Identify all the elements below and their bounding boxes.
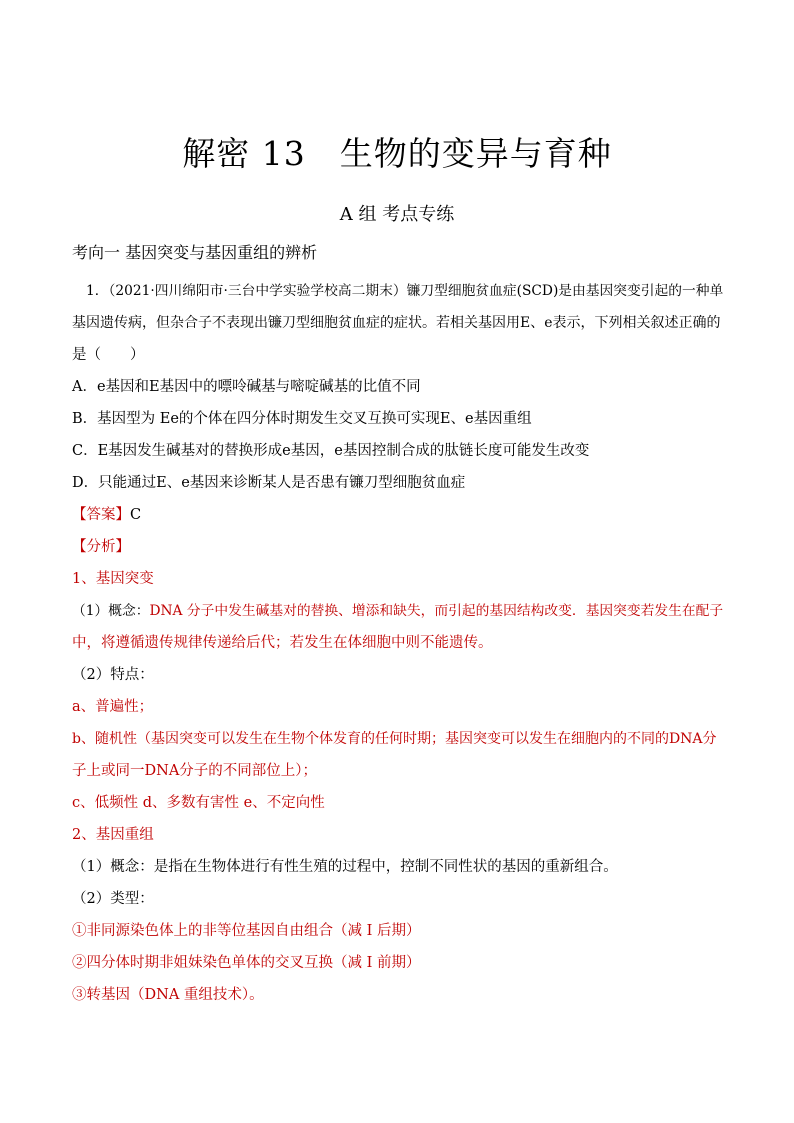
- analysis-label: 【分析】: [72, 539, 130, 555]
- option-b: B．基因型为 Ee的个体在四分体时期发生交叉互换可实现E、e基因重组: [72, 411, 532, 427]
- section-heading: 考向一 基因突变与基因重组的辨析: [72, 243, 318, 262]
- recombination-type-3: ③转基因（DNA 重组技术）。: [72, 987, 264, 1003]
- recombination-concept-line: [72, 857, 618, 877]
- mutation-concept-line-2: 中，将遵循遗传规律传递给后代；若发生在体细胞中则不能遗传。: [72, 635, 493, 651]
- question-stem-line-2: 基因遗传病，但杂合子不表现出镰刀型细胞贫血症的症状。若相关基因用E、e表示，下列相关叙述正确的: [72, 315, 721, 331]
- page-title: 解密 13 生物的变异与育种: [182, 134, 612, 173]
- feature-b-line-2: 子上或同一DNA分子的不同部位上）；: [72, 763, 318, 779]
- recombination-heading: 2、基因重组: [72, 827, 154, 843]
- mutation-heading: 1、基因突变: [72, 571, 154, 587]
- mutation-concept-prefix: （1）概念：: [72, 603, 150, 619]
- recombination-types-heading: （2）类型：: [72, 891, 154, 907]
- option-c: C．E基因发生碱基对的替换形成e基因，e基因控制合成的肽链长度可能发生改变: [72, 443, 590, 459]
- recombination-concept-text: 是指在生物体进行有性生殖的过程中，控制不同性状的基因的重新组合。: [153, 859, 618, 875]
- question-stem-line-1: 1．（2021·四川绵阳市·三台中学实验学校高二期末）镰刀型细胞贫血症(SCD)是由基因突变引起的一种单: [86, 283, 724, 299]
- feature-cde: c、低频性 d、多数有害性 e、不定向性: [72, 795, 325, 811]
- answer-label: 【答案】: [72, 507, 130, 523]
- mutation-concept-text: DNA 分子中发生碱基对的替换、增添和缺失，而引起的基因结构改变．基因突变若发生在配子: [149, 603, 724, 619]
- mutation-concept-line-1: [72, 601, 723, 621]
- recombination-concept-prefix: （1）概念：: [72, 859, 154, 875]
- feature-b-line-1: b、随机性（基因突变可以发生在生物个体发育的任何时期；基因突变可以发生在细胞内的不同的DNA分: [72, 731, 717, 747]
- question-stem-line-3: 是（ ）: [72, 347, 145, 363]
- answer-value: C: [130, 507, 142, 523]
- mutation-features-heading: （2）特点：: [72, 667, 154, 683]
- feature-a: a、普遍性；: [72, 699, 154, 715]
- answer-line: [72, 505, 141, 525]
- option-a: A．e基因和E基因中的嘌呤碱基与嘧啶碱基的比值不同: [72, 379, 421, 395]
- recombination-type-2: ②四分体时期非姐妹染色单体的交叉互换（减 I 前期）: [72, 955, 421, 971]
- group-subtitle: A 组 考点专练: [339, 204, 455, 225]
- option-d: D．只能通过E、e基因来诊断某人是否患有镰刀型细胞贫血症: [72, 475, 466, 491]
- recombination-type-1: ①非同源染色体上的非等位基因自由组合（减 I 后期）: [72, 923, 421, 939]
